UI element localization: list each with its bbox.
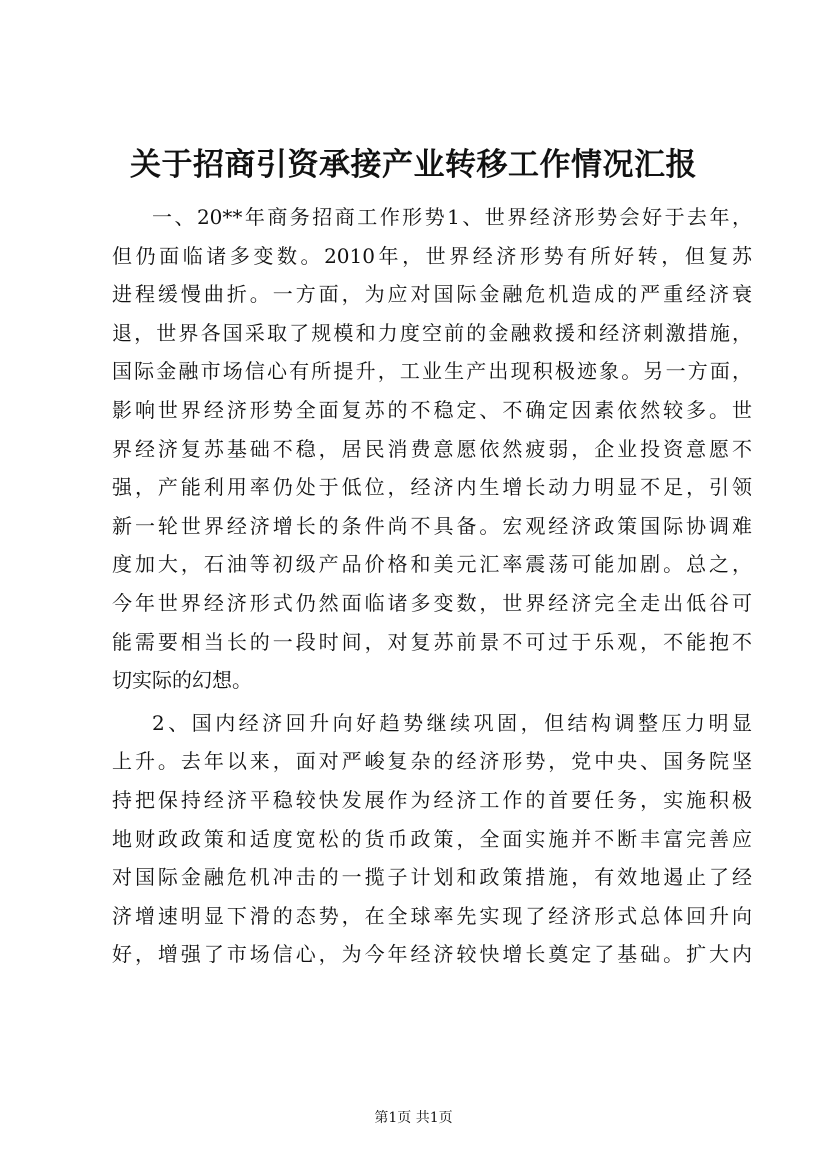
paragraph-line: 强，产能利用率仍处于低位，经济内生增长动力明显不足，引领 xyxy=(112,475,752,500)
paragraph-line: 新一轮世界经济增长的条件尚不具备。宏观经济政策国际协调难 xyxy=(112,513,752,538)
page-number-footer: 第1页 共1页 xyxy=(374,1110,453,1126)
paragraph-line: 度加大，石油等初级产品价格和美元汇率震荡可能加剧。总之， xyxy=(112,552,752,577)
document-title: 关于招商引资承接产业转移工作情况汇报 xyxy=(130,147,697,183)
paragraph-line: 地财政政策和适度宽松的货币政策，全面实施并不断丰富完善应 xyxy=(112,826,752,851)
paragraph-line: 上升。去年以来，面对严峻复杂的经济形势，党中央、国务院坚 xyxy=(112,749,752,774)
paragraph-line: 退，世界各国采取了规模和力度空前的金融救援和经济刺激措施， xyxy=(112,320,752,345)
paragraph-line: 进程缓慢曲折。一方面，为应对国际金融危机造成的严重经济衰 xyxy=(112,282,752,307)
paragraph-line: 但仍面临诸多变数。2010年，世界经济形势有所好转，但复苏 xyxy=(112,243,752,268)
paragraph-line: 能需要相当长的一段时间，对复苏前景不可过于乐观，不能抱不 xyxy=(112,629,752,654)
document-body xyxy=(112,198,752,974)
paragraph-line: 影响世界经济形势全面复苏的不稳定、不确定因素依然较多。世 xyxy=(112,397,752,422)
paragraph-line: 持把保持经济平稳较快发展作为经济工作的首要任务，实施积极 xyxy=(112,787,752,812)
paragraph-line: 济增速明显下滑的态势，在全球率先实现了经济形式总体回升向 xyxy=(112,903,752,928)
paragraph-line: 对国际金融危机冲击的一揽子计划和政策措施，有效地遏止了经 xyxy=(112,865,752,890)
paragraph-line: 好，增强了市场信心，为今年经济较快增长奠定了基础。扩大内 xyxy=(112,942,752,967)
paragraph-line: 国际金融市场信心有所提升，工业生产出现积极迹象。另一方面， xyxy=(112,359,752,384)
paragraph-line: 2、国内经济回升向好趋势继续巩固，但结构调整压力明显 xyxy=(152,710,752,735)
paragraph-line: 界经济复苏基础不稳，居民消费意愿依然疲弱，企业投资意愿不 xyxy=(112,436,752,461)
paragraph-line: 今年世界经济形式仍然面临诸多变数，世界经济完全走出低谷可 xyxy=(112,590,752,615)
paragraph-line: 一、20**年商务招商工作形势1、世界经济形势会好于去年， xyxy=(152,205,752,229)
paragraph-line: 切实际的幻想。 xyxy=(112,668,252,693)
